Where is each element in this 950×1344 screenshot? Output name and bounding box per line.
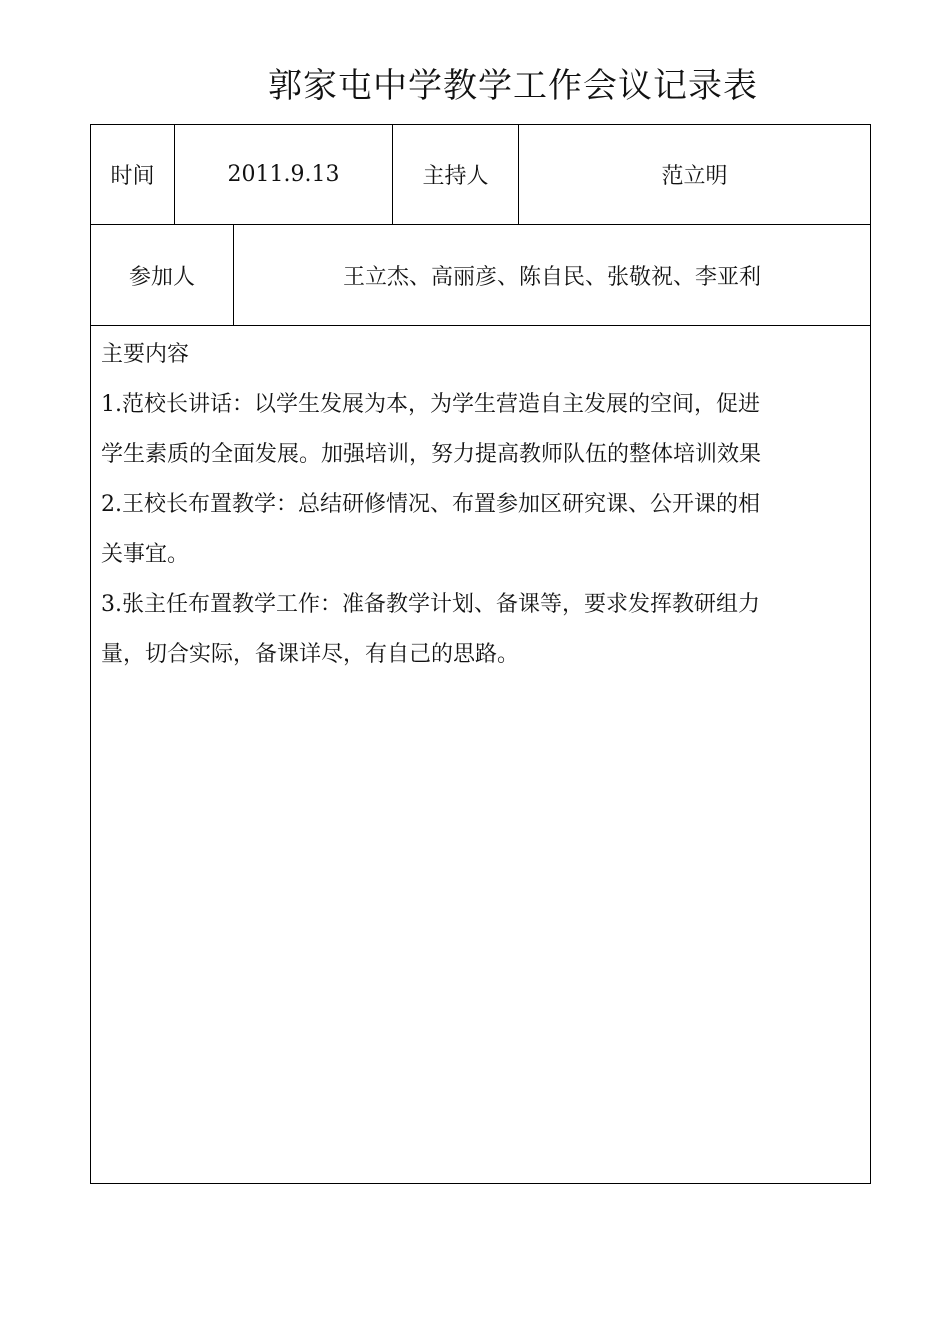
time-value: 2011.9.13 [175, 125, 393, 224]
table-row-attendees [91, 225, 870, 326]
document-title: 郭家屯中学教学工作会议记录表 [268, 66, 758, 106]
attendees-value: 王立杰、高丽彦、陈自民、张敬祝、李亚利 [342, 264, 761, 290]
main-content-cell [91, 326, 870, 680]
host-value: 范立明 [661, 164, 728, 189]
content-item-1-line-2: 学生素质的全面发展。加强培训，努力提高教师队伍的整体培训效果 [101, 442, 762, 467]
content-item-3-line-2: 量，切合实际，备课详尽，有自己的思路。 [101, 642, 520, 667]
content-item-1-line-1: 1.范校长讲话：以学生发展为本，为学生营造自主发展的空间，促进 [101, 392, 760, 417]
meeting-record-table [90, 124, 871, 1184]
content-heading: 主要内容 [101, 342, 190, 367]
table-row-time-host [91, 125, 870, 225]
content-item-2-line-1: 2.王校长布置教学：总结研修情况、布置参加区研究课、公开课的相 [101, 492, 760, 517]
attendees-label: 参加人 [91, 225, 234, 325]
content-item-2-line-2: 关事宜。 [101, 542, 190, 567]
content-item-3-line-1: 3.张主任布置教学工作：准备教学计划、备课等，要求发挥教研组力 [101, 592, 760, 617]
host-label: 主持人 [393, 125, 519, 224]
time-label: 时间 [91, 125, 175, 224]
